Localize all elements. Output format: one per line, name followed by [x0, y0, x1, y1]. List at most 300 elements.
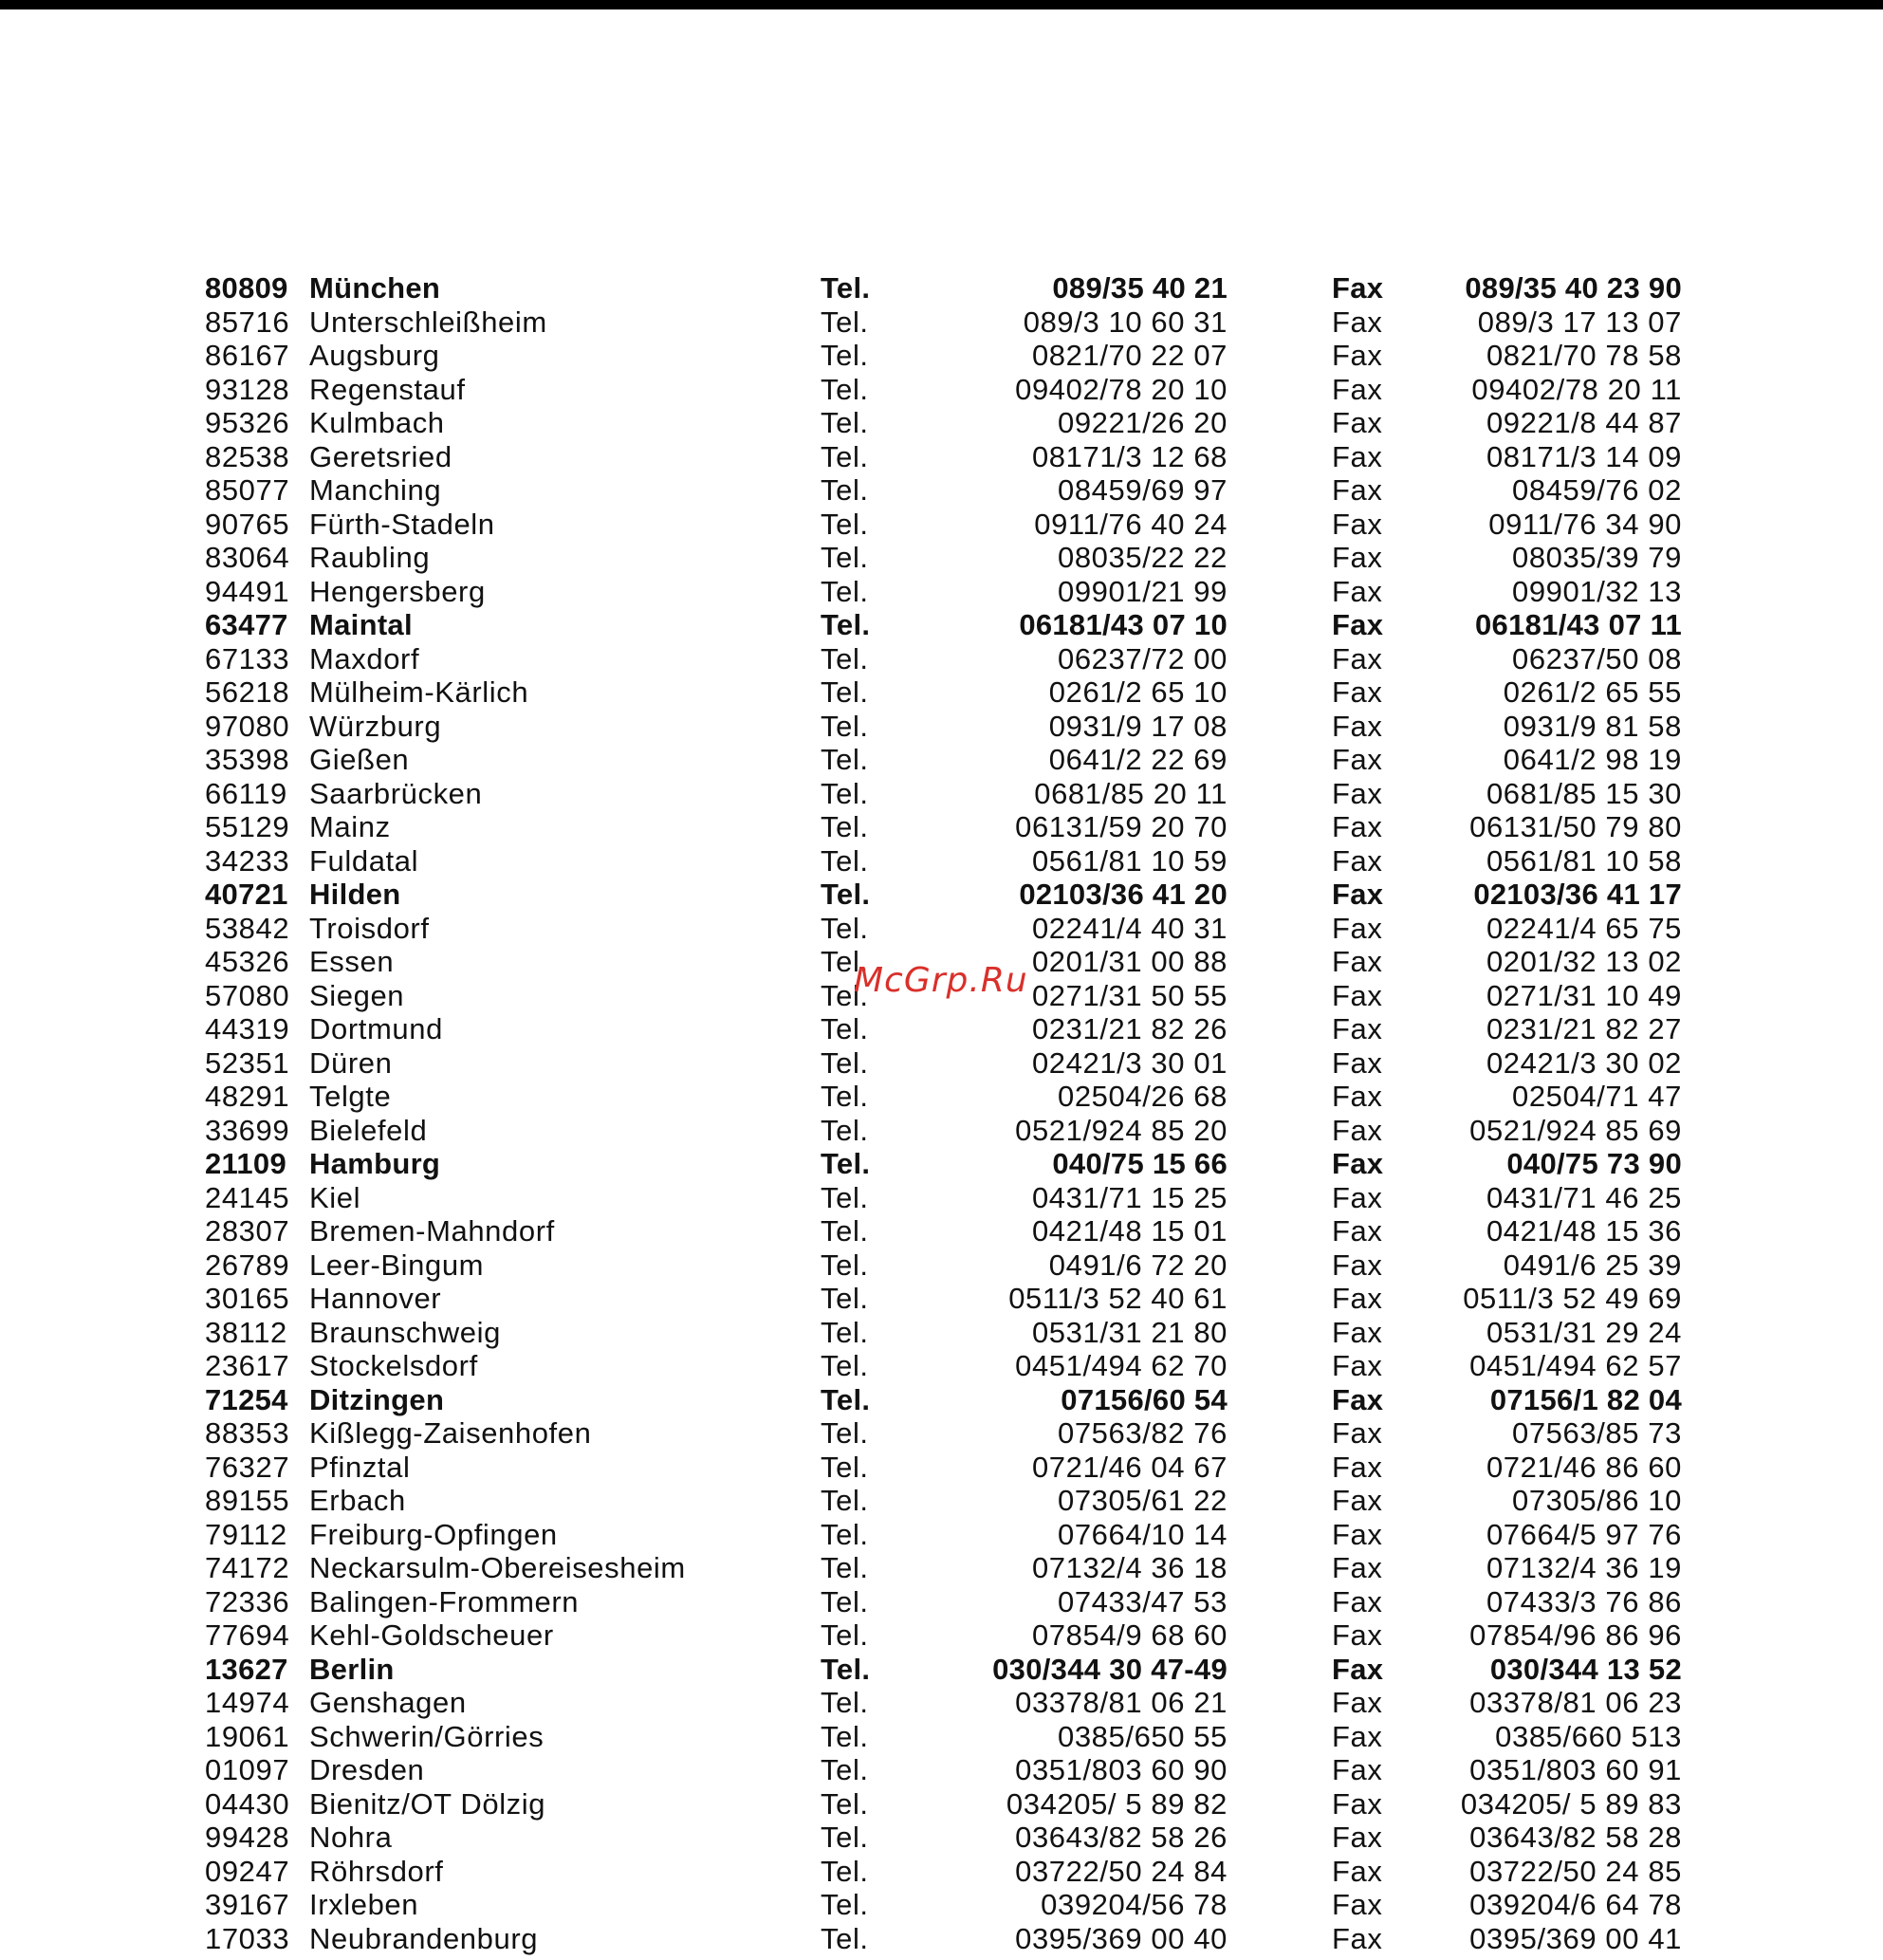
city-name: Neubrandenburg [309, 1921, 539, 1955]
fax-label: Fax [1332, 641, 1383, 675]
tel-label: Tel. [821, 1753, 869, 1786]
postal-code: 24145 [205, 1180, 290, 1214]
fax-label: Fax [1332, 1113, 1383, 1147]
city-name: Röhrsdorf [309, 1854, 444, 1888]
directory-row [0, 1720, 1883, 1754]
directory-row-headquarters [0, 608, 1883, 642]
directory-row-headquarters [0, 271, 1883, 305]
tel-label: Tel. [821, 1517, 869, 1551]
tel-number: 07563/82 76 [1058, 1416, 1228, 1450]
city-name: Regenstauf [309, 372, 466, 406]
city-name: Braunschweig [309, 1315, 501, 1349]
directory-row [0, 541, 1883, 575]
postal-code: 04430 [205, 1786, 290, 1821]
postal-code: 93128 [205, 372, 290, 406]
city-name: Kißlegg-Zaisenhofen [309, 1416, 592, 1450]
watermark: McGrp.Ru [854, 961, 1028, 1000]
city-name: Geretsried [309, 439, 452, 473]
directory-row-headquarters [0, 1383, 1883, 1417]
fax-label: Fax [1332, 1854, 1383, 1888]
tel-number: 0931/9 17 08 [1048, 709, 1228, 743]
fax-number: 0821/70 78 58 [1486, 339, 1682, 372]
city-name: Hannover [309, 1282, 442, 1315]
fax-number: 0491/6 25 39 [1503, 1248, 1682, 1282]
fax-number: 06237/50 08 [1512, 641, 1682, 675]
fax-number: 0231/21 82 27 [1486, 1012, 1682, 1045]
directory-row [0, 473, 1883, 508]
city-name: Troisdorf [309, 911, 430, 945]
fax-label: Fax [1332, 1012, 1383, 1045]
directory-row [0, 743, 1883, 777]
tel-label: Tel. [821, 1786, 869, 1821]
tel-label: Tel. [821, 1180, 869, 1214]
city-name: Leer-Bingum [309, 1248, 485, 1282]
fax-number: 0521/924 85 69 [1469, 1113, 1682, 1147]
fax-label: Fax [1332, 271, 1384, 305]
tel-number: 03722/50 24 84 [1015, 1854, 1228, 1888]
tel-label: Tel. [821, 1450, 869, 1484]
fax-label: Fax [1332, 1214, 1383, 1248]
tel-number: 0511/3 52 40 61 [1008, 1282, 1228, 1315]
fax-number: 09221/8 44 87 [1486, 406, 1682, 439]
fax-number: 07664/5 97 76 [1486, 1517, 1682, 1551]
directory-row [0, 1046, 1883, 1081]
tel-label: Tel. [821, 271, 871, 305]
fax-label: Fax [1332, 1315, 1383, 1349]
directory-row [0, 810, 1883, 844]
fax-label: Fax [1332, 1147, 1384, 1180]
tel-number: 07433/47 53 [1058, 1584, 1228, 1618]
fax-number: 0201/32 13 02 [1486, 945, 1682, 978]
fax-label: Fax [1332, 406, 1383, 439]
directory-row [0, 1585, 1883, 1619]
tel-number: 02241/4 40 31 [1031, 911, 1228, 945]
tel-label: Tel. [821, 1045, 869, 1080]
tel-label: Tel. [821, 1315, 869, 1349]
fax-label: Fax [1332, 372, 1383, 406]
postal-code: 86167 [205, 339, 290, 372]
postal-code: 90765 [205, 507, 290, 541]
fax-number: 03722/50 24 85 [1469, 1854, 1682, 1888]
directory-row [0, 844, 1883, 878]
postal-code: 85077 [205, 473, 290, 507]
tel-label: Tel. [821, 1113, 869, 1147]
city-name: Pfinztal [309, 1450, 411, 1484]
tel-number: 0531/31 21 80 [1031, 1315, 1228, 1349]
city-name: Erbach [309, 1484, 406, 1517]
postal-code: 48291 [205, 1080, 290, 1113]
city-name: Mainz [309, 810, 391, 843]
directory-row [0, 675, 1883, 710]
tel-number: 0231/21 82 26 [1031, 1012, 1228, 1045]
tel-number: 0521/924 85 20 [1015, 1113, 1228, 1147]
fax-label: Fax [1332, 1349, 1383, 1382]
tel-number: 0451/494 62 70 [1015, 1349, 1228, 1382]
tel-label: Tel. [821, 776, 869, 810]
fax-number: 0561/81 10 58 [1486, 843, 1682, 878]
tel-label: Tel. [821, 1618, 869, 1652]
postal-code: 52351 [205, 1045, 290, 1080]
tel-number: 0491/6 72 20 [1048, 1248, 1228, 1282]
city-name: Mülheim-Kärlich [309, 675, 529, 709]
fax-number: 0531/31 29 24 [1486, 1315, 1682, 1349]
tel-number: 09402/78 20 10 [1015, 372, 1228, 406]
fax-number: 0395/369 00 41 [1469, 1921, 1682, 1955]
tel-number: 0201/31 00 88 [1031, 945, 1228, 978]
fax-label: Fax [1332, 945, 1383, 978]
fax-label: Fax [1332, 1888, 1383, 1921]
postal-code: 80809 [205, 271, 288, 305]
tel-number: 08459/69 97 [1058, 473, 1228, 507]
directory-row [0, 1518, 1883, 1552]
city-name: Kiel [309, 1180, 361, 1214]
tel-label: Tel. [821, 1888, 869, 1921]
city-name: Bienitz/OT Dölzig [309, 1786, 546, 1821]
city-name: Irxleben [309, 1888, 419, 1921]
postal-code: 85716 [205, 305, 290, 339]
city-name: Düren [309, 1045, 393, 1080]
tel-number: 02504/26 68 [1058, 1080, 1228, 1113]
fax-label: Fax [1332, 1416, 1383, 1450]
city-name: Bielefeld [309, 1113, 428, 1147]
postal-code: 66119 [205, 776, 287, 810]
fax-label: Fax [1332, 1584, 1383, 1618]
directory-row-headquarters [0, 878, 1883, 912]
tel-number: 0681/85 20 11 [1034, 776, 1228, 810]
city-name: Telgte [309, 1080, 392, 1113]
directory-row [0, 406, 1883, 440]
fax-number: 034205/ 5 89 83 [1460, 1786, 1682, 1821]
fax-label: Fax [1332, 339, 1383, 372]
tel-number: 06181/43 07 10 [1019, 608, 1228, 641]
postal-code: 74172 [205, 1551, 290, 1584]
tel-label: Tel. [821, 372, 869, 406]
city-name: Genshagen [309, 1686, 467, 1719]
directory-row [0, 1349, 1883, 1383]
city-name: München [309, 271, 441, 305]
fax-label: Fax [1332, 1618, 1383, 1652]
tel-number: 089/35 40 21 [1052, 271, 1228, 305]
tel-number: 039204/56 78 [1041, 1888, 1228, 1921]
directory-row [0, 1484, 1883, 1518]
fax-label: Fax [1332, 743, 1383, 776]
tel-number: 0351/803 60 90 [1015, 1753, 1228, 1786]
fax-number: 08171/3 14 09 [1486, 439, 1682, 473]
fax-number: 0271/31 10 49 [1486, 978, 1682, 1012]
fax-number: 06181/43 07 11 [1475, 608, 1682, 641]
city-name: Essen [309, 945, 395, 978]
tel-label: Tel. [821, 1686, 869, 1719]
postal-code: 21109 [205, 1147, 286, 1180]
fax-number: 03643/82 58 28 [1469, 1821, 1682, 1854]
city-name: Berlin [309, 1652, 395, 1686]
fax-label: Fax [1332, 911, 1383, 945]
postal-code: 71254 [205, 1382, 288, 1416]
postal-code: 72336 [205, 1584, 290, 1618]
fax-number: 0431/71 46 25 [1486, 1180, 1682, 1214]
city-name: Schwerin/Görries [309, 1719, 545, 1753]
tel-label: Tel. [821, 743, 869, 776]
tel-label: Tel. [821, 878, 871, 911]
city-name: Saarbrücken [309, 776, 483, 810]
fax-label: Fax [1332, 1382, 1384, 1416]
fax-label: Fax [1332, 1080, 1383, 1113]
postal-code: 39167 [205, 1888, 290, 1921]
tel-label: Tel. [821, 1382, 871, 1416]
postal-code: 17033 [205, 1921, 290, 1955]
fax-label: Fax [1332, 878, 1384, 911]
fax-label: Fax [1332, 507, 1383, 541]
directory-row [0, 305, 1883, 340]
postal-code: 34233 [205, 843, 290, 878]
tel-number: 07305/61 22 [1058, 1484, 1228, 1517]
fax-label: Fax [1332, 776, 1383, 810]
directory-row [0, 440, 1883, 474]
fax-label: Fax [1332, 1180, 1383, 1214]
postal-code: 13627 [205, 1652, 288, 1686]
city-name: Fürth-Stadeln [309, 507, 495, 541]
top-border [0, 0, 1883, 9]
postal-code: 40721 [205, 878, 288, 911]
tel-number: 0395/369 00 40 [1015, 1921, 1228, 1955]
fax-number: 02103/36 41 17 [1473, 878, 1682, 911]
tel-number: 02421/3 30 01 [1031, 1045, 1228, 1080]
city-name: Neckarsulm-Obereisesheim [309, 1551, 686, 1584]
fax-label: Fax [1332, 439, 1383, 473]
fax-number: 0911/76 34 90 [1488, 507, 1682, 541]
fax-number: 0385/660 513 [1495, 1719, 1682, 1753]
fax-number: 07132/4 36 19 [1486, 1551, 1682, 1584]
postal-code: 45326 [205, 945, 290, 978]
postal-code: 33699 [205, 1113, 290, 1147]
fax-number: 09402/78 20 11 [1471, 372, 1682, 406]
fax-number: 0351/803 60 91 [1469, 1753, 1682, 1786]
city-name: Manching [309, 473, 442, 507]
fax-label: Fax [1332, 1719, 1383, 1753]
fax-label: Fax [1332, 1045, 1383, 1080]
tel-number: 0271/31 50 55 [1031, 978, 1228, 1012]
tel-number: 030/344 30 47-49 [992, 1652, 1228, 1686]
tel-label: Tel. [821, 1484, 869, 1517]
tel-number: 09221/26 20 [1058, 406, 1228, 439]
tel-label: Tel. [821, 1282, 869, 1315]
fax-label: Fax [1332, 1551, 1383, 1584]
postal-code: 57080 [205, 978, 290, 1012]
tel-label: Tel. [821, 675, 869, 709]
city-name: Dresden [309, 1753, 425, 1786]
tel-number: 0385/650 55 [1058, 1719, 1228, 1753]
fax-number: 0721/46 86 60 [1486, 1450, 1682, 1484]
fax-number: 03378/81 06 23 [1469, 1686, 1682, 1719]
directory-row [0, 1855, 1883, 1889]
city-name: Raubling [309, 541, 431, 574]
postal-code: 99428 [205, 1821, 290, 1854]
directory-row [0, 1618, 1883, 1653]
fax-label: Fax [1332, 1248, 1383, 1282]
postal-code: 35398 [205, 743, 290, 776]
fax-number: 0931/9 81 58 [1503, 709, 1682, 743]
tel-number: 0261/2 65 10 [1048, 675, 1228, 709]
fax-number: 0421/48 15 36 [1486, 1214, 1682, 1248]
tel-label: Tel. [821, 1854, 869, 1888]
tel-number: 03378/81 06 21 [1015, 1686, 1228, 1719]
fax-number: 089/35 40 23 90 [1465, 271, 1682, 305]
fax-number: 0451/494 62 57 [1469, 1349, 1682, 1382]
fax-label: Fax [1332, 1450, 1383, 1484]
postal-code: 44319 [205, 1012, 290, 1045]
directory-row [0, 1551, 1883, 1585]
tel-number: 07854/9 68 60 [1031, 1618, 1228, 1652]
postal-code: 63477 [205, 608, 288, 641]
tel-number: 06131/59 20 70 [1015, 810, 1228, 843]
postal-code: 82538 [205, 439, 290, 473]
directory-row [0, 642, 1883, 676]
tel-label: Tel. [821, 1012, 869, 1045]
tel-label: Tel. [821, 1349, 869, 1382]
postal-code: 67133 [205, 641, 290, 675]
tel-number: 0911/76 40 24 [1034, 507, 1228, 541]
tel-number: 0431/71 15 25 [1031, 1180, 1228, 1214]
directory-row [0, 1821, 1883, 1855]
directory-row [0, 1416, 1883, 1451]
postal-code: 88353 [205, 1416, 290, 1450]
postal-code: 30165 [205, 1282, 290, 1315]
tel-number: 07664/10 14 [1058, 1517, 1228, 1551]
city-name: Würzburg [309, 709, 442, 743]
tel-label: Tel. [821, 473, 869, 507]
fax-label: Fax [1332, 1652, 1384, 1686]
tel-label: Tel. [821, 1652, 871, 1686]
fax-number: 02241/4 65 75 [1486, 911, 1682, 945]
fax-number: 07854/96 86 96 [1469, 1618, 1682, 1652]
postal-code: 26789 [205, 1248, 290, 1282]
fax-number: 07305/86 10 [1512, 1484, 1682, 1517]
tel-label: Tel. [821, 1584, 869, 1618]
directory-row [0, 1181, 1883, 1215]
city-name: Kulmbach [309, 406, 445, 439]
city-name: Unterschleißheim [309, 305, 547, 339]
fax-label: Fax [1332, 1753, 1383, 1786]
tel-label: Tel. [821, 709, 869, 743]
tel-number: 08171/3 12 68 [1031, 439, 1228, 473]
city-name: Ditzingen [309, 1382, 445, 1416]
fax-label: Fax [1332, 574, 1383, 608]
city-name: Hengersberg [309, 574, 486, 608]
city-name: Bremen-Mahndorf [309, 1214, 555, 1248]
postal-code: 76327 [205, 1450, 290, 1484]
tel-number: 0721/46 04 67 [1031, 1450, 1228, 1484]
fax-number: 040/75 73 90 [1506, 1147, 1682, 1180]
city-name: Stockelsdorf [309, 1349, 478, 1382]
tel-label: Tel. [821, 541, 869, 574]
tel-label: Tel. [821, 1214, 869, 1248]
tel-label: Tel. [821, 339, 869, 372]
postal-code: 09247 [205, 1854, 290, 1888]
postal-code: 79112 [205, 1517, 287, 1551]
directory-row-headquarters [0, 1147, 1883, 1181]
city-name: Balingen-Frommern [309, 1584, 580, 1618]
city-name: Augsburg [309, 339, 440, 372]
directory-row [0, 373, 1883, 407]
fax-number: 02421/3 30 02 [1486, 1045, 1682, 1080]
tel-label: Tel. [821, 406, 869, 439]
tel-number: 08035/22 22 [1058, 541, 1228, 574]
tel-number: 040/75 15 66 [1052, 1147, 1228, 1180]
fax-number: 09901/32 13 [1512, 574, 1682, 608]
postal-code: 83064 [205, 541, 290, 574]
fax-number: 0641/2 98 19 [1503, 743, 1682, 776]
city-name: Dortmund [309, 1012, 443, 1045]
directory-row [0, 710, 1883, 744]
directory-row-headquarters [0, 1653, 1883, 1687]
fax-label: Fax [1332, 810, 1383, 843]
city-name: Gießen [309, 743, 410, 776]
postal-code: 77694 [205, 1618, 290, 1652]
fax-label: Fax [1332, 1821, 1383, 1854]
fax-label: Fax [1332, 1282, 1383, 1315]
tel-number: 09901/21 99 [1058, 574, 1228, 608]
tel-label: Tel. [821, 945, 869, 978]
directory-row [0, 1686, 1883, 1720]
fax-number: 07156/1 82 04 [1489, 1382, 1682, 1416]
directory-row [0, 1787, 1883, 1821]
directory-row [0, 575, 1883, 609]
fax-number: 039204/6 64 78 [1469, 1888, 1682, 1921]
fax-number: 06131/50 79 80 [1469, 810, 1682, 843]
tel-number: 07132/4 36 18 [1031, 1551, 1228, 1584]
postal-code: 94491 [205, 574, 290, 608]
fax-label: Fax [1332, 1517, 1383, 1551]
city-name: Nohra [309, 1821, 393, 1854]
fax-label: Fax [1332, 675, 1383, 709]
fax-label: Fax [1332, 608, 1384, 641]
fax-number: 0511/3 52 49 69 [1463, 1282, 1682, 1315]
directory-row [0, 777, 1883, 811]
fax-label: Fax [1332, 541, 1383, 574]
directory-row [0, 1248, 1883, 1283]
fax-label: Fax [1332, 978, 1383, 1012]
fax-label: Fax [1332, 1786, 1383, 1821]
fax-number: 0261/2 65 55 [1503, 675, 1682, 709]
directory-row [0, 1888, 1883, 1922]
city-name: Freiburg-Opfingen [309, 1517, 558, 1551]
directory-row [0, 1080, 1883, 1114]
tel-label: Tel. [821, 1416, 869, 1450]
city-name: Hamburg [309, 1147, 441, 1180]
postal-code: 01097 [205, 1753, 290, 1786]
city-name: Hilden [309, 878, 401, 911]
fax-number: 08459/76 02 [1512, 473, 1682, 507]
tel-label: Tel. [821, 1551, 869, 1584]
tel-label: Tel. [821, 810, 869, 843]
fax-label: Fax [1332, 1921, 1383, 1955]
fax-number: 08035/39 79 [1512, 541, 1682, 574]
tel-number: 02103/36 41 20 [1019, 878, 1228, 911]
postal-code: 89155 [205, 1484, 290, 1517]
postal-code: 53842 [205, 911, 290, 945]
fax-number: 07563/85 73 [1512, 1416, 1682, 1450]
postal-code: 97080 [205, 709, 290, 743]
city-name: Maxdorf [309, 641, 420, 675]
postal-code: 38112 [205, 1315, 287, 1349]
fax-label: Fax [1332, 1484, 1383, 1517]
tel-label: Tel. [821, 1248, 869, 1282]
tel-number: 0561/81 10 59 [1031, 843, 1228, 878]
postal-code: 56218 [205, 675, 290, 709]
tel-label: Tel. [821, 305, 869, 339]
directory-row [0, 1114, 1883, 1148]
tel-label: Tel. [821, 574, 869, 608]
